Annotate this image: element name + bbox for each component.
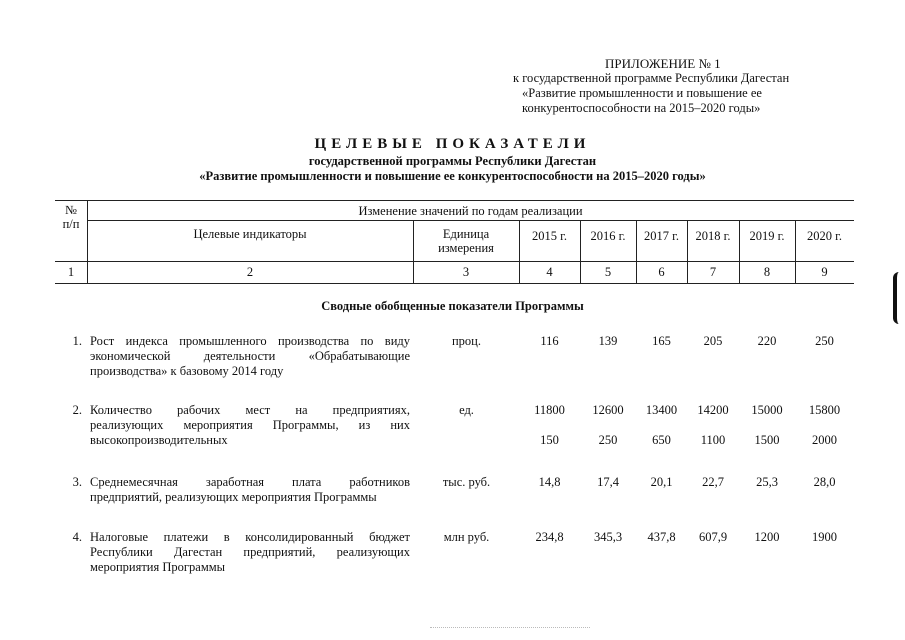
row-value-2016: 17,4 — [597, 475, 619, 489]
row-number: 3. — [72, 475, 82, 489]
row-value-2016: 139 — [598, 334, 618, 348]
row-value-2018: 22,7 — [702, 475, 724, 489]
row-indicator-name — [90, 403, 410, 448]
row-value-2016: 12600 — [592, 403, 624, 417]
header-unit — [413, 227, 519, 255]
row-value-2020: 1900 — [812, 530, 837, 544]
appendix-title: ПРИЛОЖЕНИЕ № 1 — [605, 56, 721, 71]
indicator-name-line: предприятий, реализующих мероприятия Программы — [90, 490, 377, 504]
scan-edge-mark — [893, 272, 903, 324]
row-value-2017: 437,8 — [647, 530, 676, 544]
indicator-name-line: Рост индекса промышленного производства по виду — [90, 334, 410, 348]
row-unit: тыс. руб. — [442, 475, 491, 489]
row-value-2015: 234,8 — [535, 530, 564, 544]
header-unit-line-2: измерения — [438, 241, 494, 255]
row-subvalue-2015: 150 — [540, 433, 559, 447]
row-value-2019: 15000 — [751, 403, 783, 417]
row-value-2015: 14,8 — [538, 475, 561, 489]
header-unit-line-1: Единица — [442, 227, 490, 241]
row-value-2020: 15800 — [808, 403, 841, 417]
document-title: ЦЕЛЕВЫЕ ПОКАЗАТЕЛИ — [314, 136, 591, 152]
row-number: 1. — [72, 334, 82, 348]
indicator-name-line: высокопроизводительных — [90, 433, 228, 447]
row-value-2020: 28,0 — [813, 475, 836, 489]
row-subvalue-2019: 1500 — [754, 433, 780, 447]
indicator-name-line: реализующих мероприятия Программы, из них — [90, 418, 410, 432]
indicator-name-line: Количество рабочих мест на предприятиях, — [90, 403, 410, 417]
indicator-name-line: экономической деятельности «Обрабатывающие — [90, 349, 410, 363]
col-number-7: 7 — [709, 265, 717, 279]
col-number-1: 1 — [67, 265, 75, 279]
col-number-9: 9 — [821, 265, 828, 279]
col-number-5: 5 — [604, 265, 612, 279]
col-number-6: 6 — [658, 265, 665, 279]
indicator-name-line: производства» к базовому 2014 году — [90, 364, 284, 378]
row-number: 2. — [72, 403, 82, 417]
header-changes: Изменение значений по годам реализации — [358, 204, 583, 218]
row-number: 4. — [72, 530, 82, 544]
col-number-2: 2 — [246, 265, 254, 279]
row-value-2019: 220 — [757, 334, 777, 348]
row-indicator-name — [90, 530, 410, 575]
col-number-4: 4 — [546, 265, 553, 279]
row-value-2017: 165 — [652, 334, 671, 348]
document-subtitle-1: государственной программы Республики Дагестан — [308, 154, 597, 168]
appendix-block — [513, 56, 843, 116]
scan-artifact — [430, 627, 590, 632]
row-subvalue-2016: 250 — [598, 433, 618, 447]
row-unit: ед. — [459, 403, 474, 417]
row-value-2020: 250 — [815, 334, 834, 348]
header-num-line-2: п/п — [62, 217, 80, 231]
header-num-line-1: № — [65, 203, 77, 217]
row-indicator-name — [90, 475, 410, 505]
table-colnum-bottom — [55, 283, 854, 284]
row-value-2015: 116 — [540, 334, 559, 348]
table-top-border — [55, 200, 854, 201]
row-value-2019: 25,3 — [756, 475, 778, 489]
header-year-2016: 2016 г. — [590, 229, 626, 243]
row-unit: проц. — [451, 334, 481, 348]
row-value-2016: 345,3 — [593, 530, 623, 544]
row-subvalue-2018: 1100 — [700, 433, 726, 447]
appendix-line-2: к государственной программе Республики Дагестан — [513, 71, 790, 85]
header-year-2018: 2018 г. — [695, 229, 731, 243]
row-value-2018: 205 — [703, 334, 723, 348]
header-year-2015: 2015 г. — [532, 229, 567, 243]
col-number-3: 3 — [462, 265, 470, 279]
row-value-2017: 20,1 — [650, 475, 673, 489]
row-value-2018: 607,9 — [698, 530, 728, 544]
indicator-name-line: мероприятия Программы — [90, 560, 226, 574]
row-value-2019: 1200 — [754, 530, 780, 544]
row-value-2017: 13400 — [645, 403, 678, 417]
header-year-2017: 2017 г. — [644, 229, 679, 243]
row-value-2018: 14200 — [697, 403, 729, 417]
header-year-2019: 2019 г. — [749, 229, 785, 243]
row-indicator-name — [90, 334, 410, 379]
header-num — [55, 203, 87, 231]
indicator-name-line: Среднемесячная заработная плата работников — [90, 475, 410, 489]
header-indicators: Целевые индикаторы — [193, 227, 307, 241]
row-value-2015: 11800 — [534, 403, 565, 417]
indicator-name-line: Республики Дагестан предприятий, реализующих — [90, 545, 410, 559]
header-year-2020: 2020 г. — [807, 229, 842, 243]
row-unit: млн руб. — [443, 530, 490, 544]
row-subvalue-2020: 2000 — [812, 433, 837, 447]
col-number-8: 8 — [763, 265, 771, 279]
table-header-bottom — [55, 261, 854, 262]
section-title: Сводные обобщенные показатели Программы — [321, 299, 584, 313]
row-subvalue-2017: 650 — [652, 433, 671, 447]
document-subtitle-2: «Развитие промышленности и повышение ее конкурентоспособности на 2015–2020 годы» — [199, 169, 706, 183]
appendix-line-3: «Развитие промышленности и повышение ее — [522, 86, 762, 100]
appendix-line-4: конкурентоспособности на 2015–2020 годы» — [522, 101, 761, 115]
indicator-name-line: Налоговые платежи в консолидированный бюджет — [90, 530, 410, 544]
